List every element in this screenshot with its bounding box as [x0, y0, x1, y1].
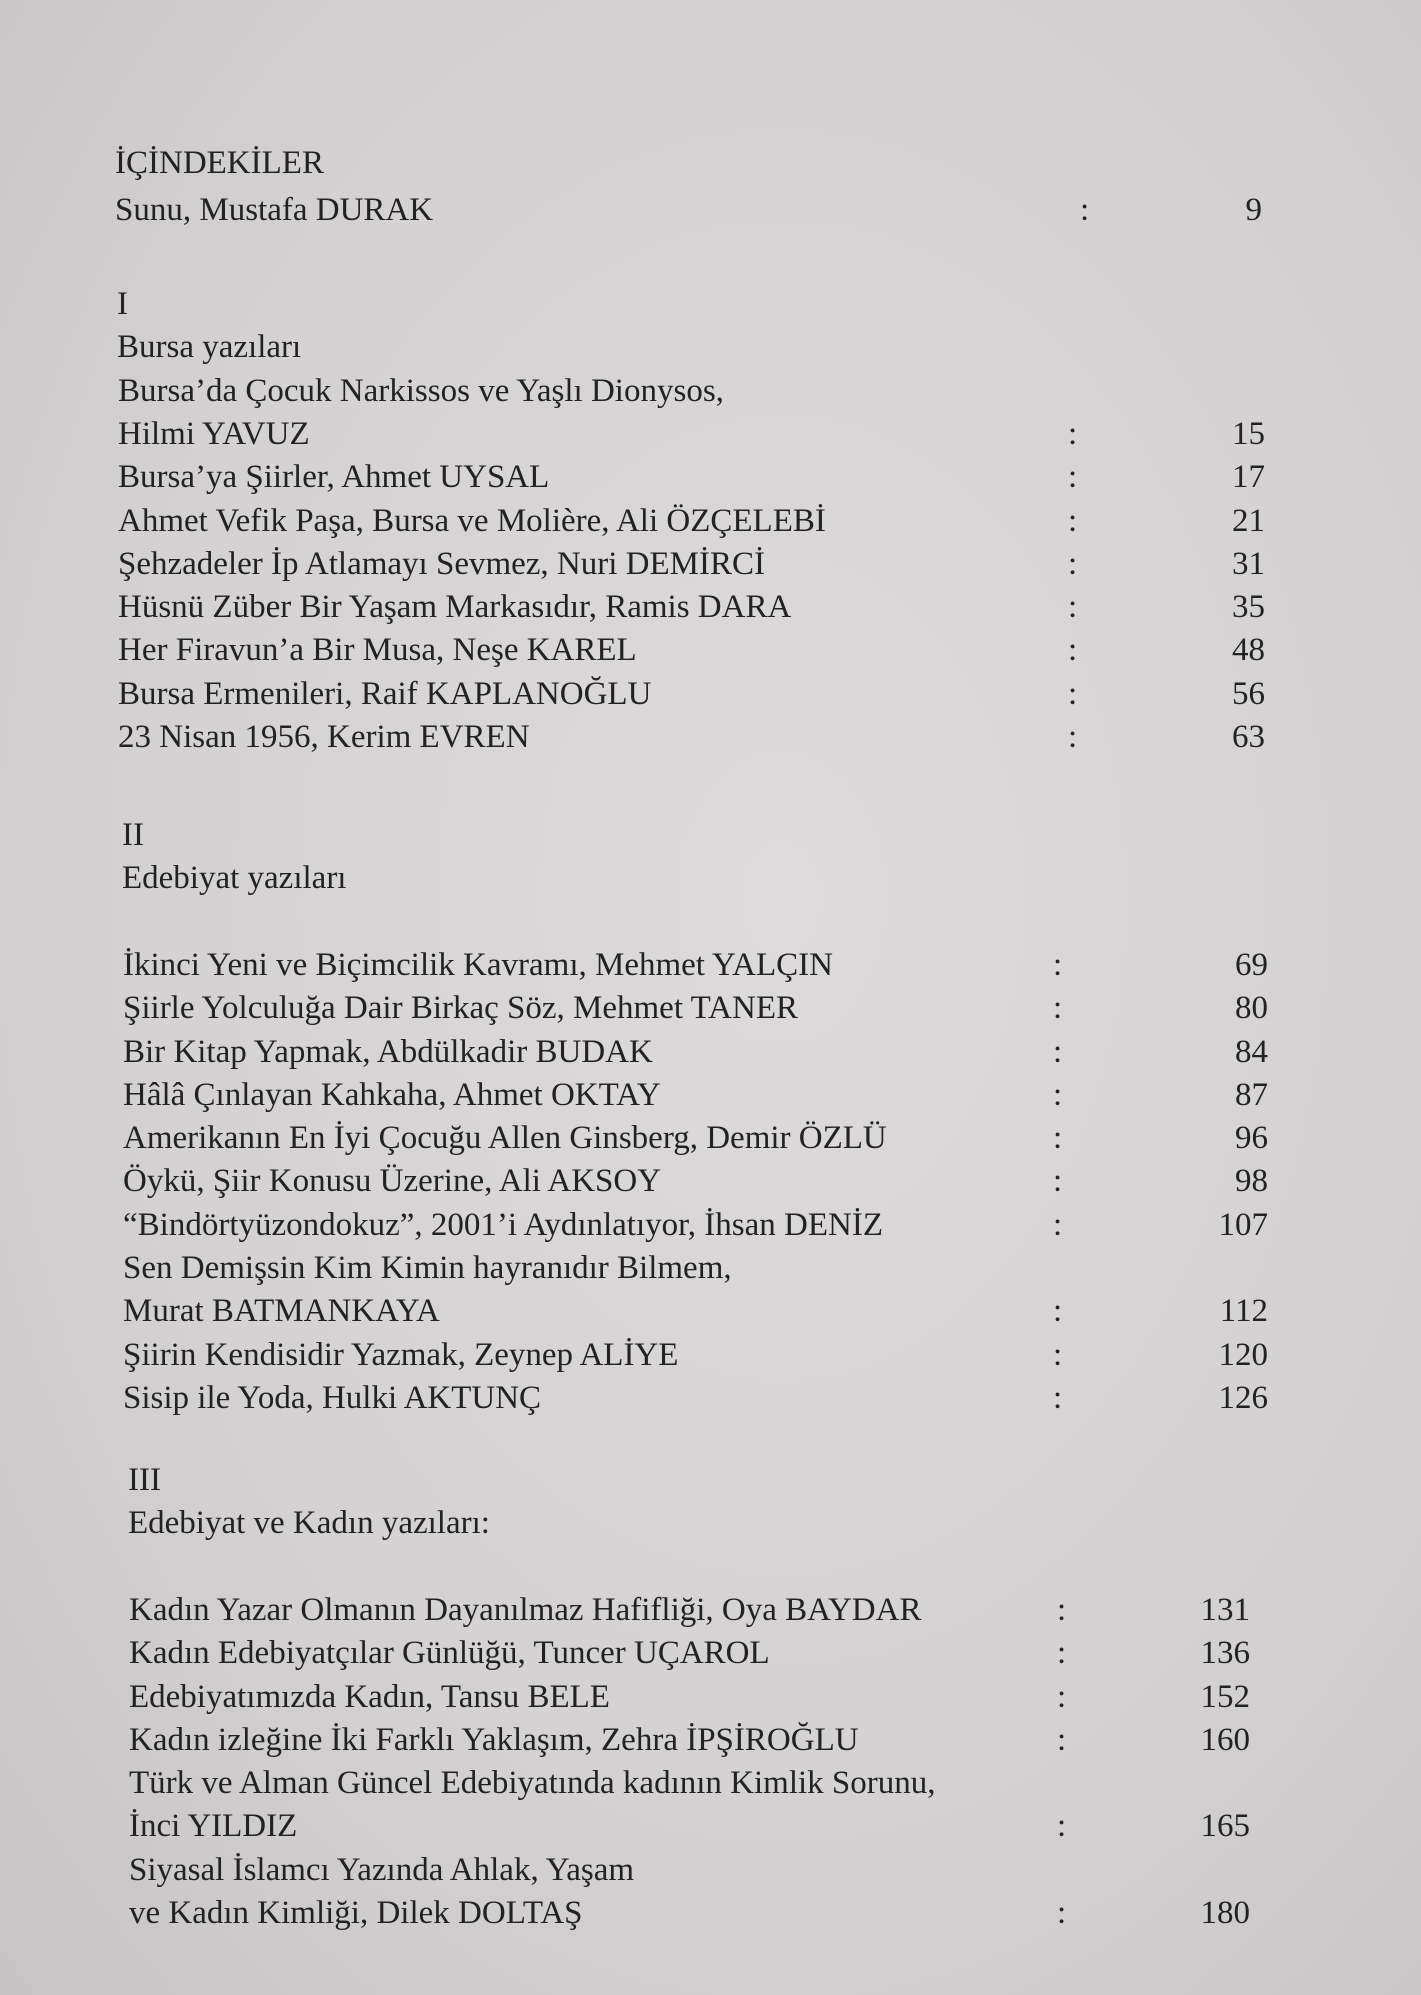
- entry-title: Türk ve Alman Güncel Edebiyatında kadının Kimlik Sorunu,: [129, 1765, 936, 1802]
- entry-separator: :: [1068, 675, 1078, 712]
- entry-title-continued: ve Kadın Kimliği, Dilek DOLTAŞ: [129, 1895, 583, 1931]
- entry-page-number: 9: [1245, 192, 1262, 228]
- entry-page-number: 63: [1232, 719, 1265, 755]
- entry-page-number: 120: [1218, 1336, 1268, 1373]
- entry-title-continued: İnci YILDIZ: [129, 1808, 298, 1845]
- entry-separator: :: [1068, 719, 1078, 755]
- entry-page-number: 98: [1235, 1163, 1268, 1200]
- entry-title: İkinci Yeni ve Biçimcilik Kavramı, Mehmet YALÇIN: [123, 946, 833, 983]
- entry-separator: :: [1053, 1293, 1063, 1330]
- entry-separator: :: [1057, 1635, 1067, 1672]
- entry-page-number: 69: [1235, 946, 1268, 983]
- entry-separator: :: [1053, 1163, 1063, 1200]
- entry-title: 23 Nisan 1956, Kerim EVREN: [118, 719, 530, 755]
- entry-page-number: 136: [1200, 1635, 1250, 1672]
- entry-page-number: 84: [1235, 1033, 1268, 1070]
- entry-title: Bursa Ermenileri, Raif KAPLANOĞLU: [118, 675, 652, 712]
- entry-separator: :: [1068, 502, 1078, 539]
- entry-page-number: 131: [1200, 1591, 1250, 1628]
- entry-page-number: 15: [1232, 415, 1265, 452]
- entry-title: Bursa’da Çocuk Narkissos ve Yaşlı Dionysos,: [118, 372, 724, 409]
- entry-separator: :: [1057, 1808, 1067, 1845]
- section-numeral: III: [128, 1462, 161, 1498]
- entry-separator: :: [1053, 1033, 1063, 1070]
- entry-page-number: 165: [1200, 1808, 1250, 1845]
- entry-separator: :: [1068, 459, 1078, 496]
- toc-heading: İÇİNDEKİLER: [115, 145, 324, 181]
- entry-title: Şiirle Yolculuğa Dair Birkaç Söz, Mehmet TANER: [123, 990, 799, 1027]
- entry-title: “Bindörtyüzondokuz”, 2001’i Aydınlatıyor, İhsan DENİZ: [123, 1206, 883, 1243]
- entry-separator: :: [1057, 1721, 1067, 1758]
- section-title: Edebiyat ve Kadın yazıları:: [128, 1505, 490, 1542]
- entry-page-number: 80: [1235, 990, 1268, 1027]
- entry-page-number: 48: [1232, 632, 1265, 669]
- entry-page-number: 96: [1235, 1120, 1268, 1157]
- entry-separator: :: [1053, 946, 1063, 983]
- entry-title: Hâlâ Çınlayan Kahkaha, Ahmet OKTAY: [123, 1076, 661, 1113]
- entry-title: Edebiyatımızda Kadın, Tansu BELE: [129, 1678, 610, 1715]
- entry-title: Her Firavun’a Bir Musa, Neşe KAREL: [118, 632, 637, 669]
- entry-title: Kadın izleğine İki Farklı Yaklaşım, Zehra İPŞİROĞLU: [129, 1721, 859, 1758]
- entry-separator: :: [1057, 1678, 1067, 1715]
- entry-title: Kadın Yazar Olmanın Dayanılmaz Hafifliği, Oya BAYDAR: [129, 1591, 922, 1628]
- entry-page-number: 160: [1200, 1721, 1250, 1758]
- entry-separator: :: [1057, 1895, 1067, 1931]
- entry-separator: :: [1053, 1076, 1063, 1113]
- entry-page-number: 126: [1218, 1379, 1268, 1416]
- entry-title: Hüsnü Züber Bir Yaşam Markasıdır, Ramis DARA: [118, 589, 792, 626]
- entry-page-number: 180: [1200, 1895, 1250, 1931]
- entry-title: Ahmet Vefik Paşa, Bursa ve Molière, Ali ÖZÇELEBİ: [118, 502, 826, 539]
- entry-page-number: 21: [1232, 502, 1265, 539]
- entry-page-number: 107: [1218, 1206, 1268, 1243]
- entry-separator: :: [1053, 1379, 1063, 1416]
- section-numeral: II: [122, 817, 144, 853]
- entry-title: Bir Kitap Yapmak, Abdülkadir BUDAK: [123, 1033, 653, 1070]
- entry-page-number: 87: [1235, 1076, 1268, 1113]
- entry-title: Şehzadeler İp Atlamayı Sevmez, Nuri DEMİRCİ: [118, 545, 765, 582]
- entry-page-number: 31: [1232, 545, 1265, 582]
- entry-separator: :: [1068, 589, 1078, 626]
- entry-title: Kadın Edebiyatçılar Günlüğü, Tuncer UÇAROL: [129, 1635, 770, 1672]
- entry-title: Bursa’ya Şiirler, Ahmet UYSAL: [118, 459, 550, 496]
- entry-title: Siyasal İslamcı Yazında Ahlak, Yaşam: [129, 1851, 635, 1888]
- entry-separator: :: [1068, 632, 1078, 669]
- entry-page-number: 56: [1232, 675, 1265, 712]
- entry-page-number: 112: [1219, 1293, 1268, 1330]
- entry-title: Sunu, Mustafa DURAK: [115, 192, 434, 228]
- entry-separator: :: [1080, 192, 1090, 228]
- entry-page-number: 152: [1200, 1678, 1250, 1715]
- entry-separator: :: [1053, 1206, 1063, 1243]
- entry-separator: :: [1068, 545, 1078, 582]
- entry-separator: :: [1053, 1336, 1063, 1373]
- entry-separator: :: [1068, 415, 1078, 452]
- section-title: Bursa yazıları: [117, 329, 302, 366]
- entry-title: Amerikanın En İyi Çocuğu Allen Ginsberg, Demir ÖZLÜ: [123, 1120, 887, 1157]
- entry-title: Sen Demişsin Kim Kimin hayranıdır Bilmem,: [123, 1250, 732, 1286]
- entry-separator: :: [1053, 990, 1063, 1027]
- entry-title-continued: Murat BATMANKAYA: [123, 1293, 440, 1330]
- entry-page-number: 17: [1232, 459, 1265, 496]
- entry-title-continued: Hilmi YAVUZ: [118, 415, 310, 452]
- entry-title: Öykü, Şiir Konusu Üzerine, Ali AKSOY: [123, 1163, 662, 1200]
- section-numeral: I: [117, 286, 128, 322]
- entry-separator: :: [1053, 1120, 1063, 1157]
- entry-title: Sisip ile Yoda, Hulki AKTUNÇ: [123, 1379, 542, 1416]
- entry-page-number: 35: [1232, 589, 1265, 626]
- section-title: Edebiyat yazıları: [122, 860, 347, 897]
- entry-title: Şiirin Kendisidir Yazmak, Zeynep ALİYE: [123, 1336, 679, 1373]
- entry-separator: :: [1057, 1591, 1067, 1628]
